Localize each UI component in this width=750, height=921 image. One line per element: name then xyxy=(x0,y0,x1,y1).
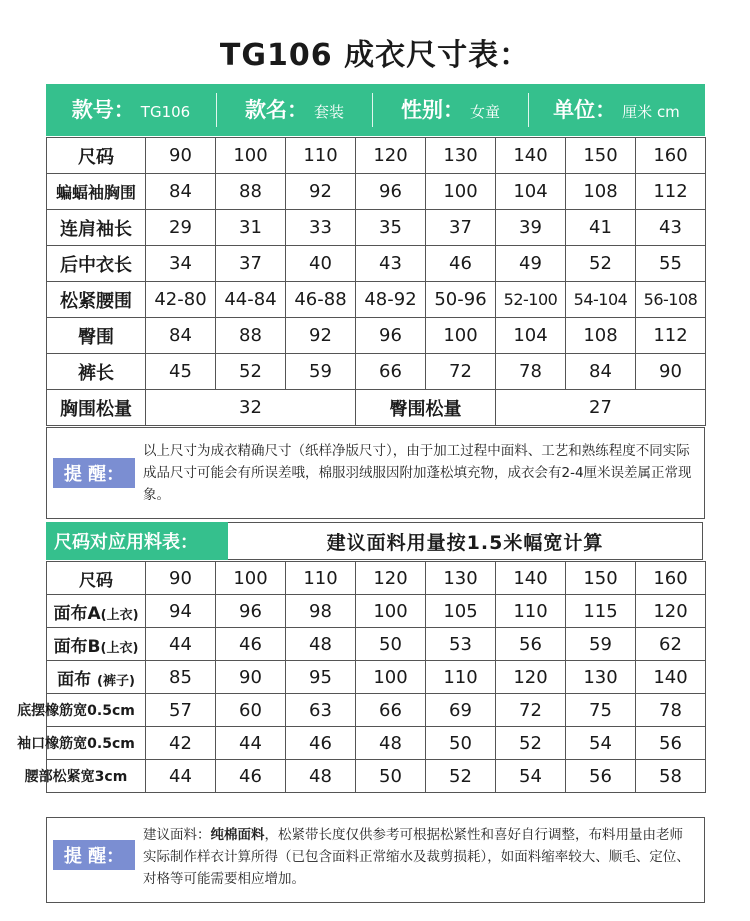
table-cell: 48-92 xyxy=(356,282,426,318)
table-cell: 72 xyxy=(426,354,496,390)
table-cell: 50 xyxy=(356,760,426,793)
table-cell: 140 xyxy=(496,562,566,595)
table-cell: 130 xyxy=(426,138,496,174)
table-cell: 59 xyxy=(566,628,636,661)
table-cell: 52-100 xyxy=(496,282,566,318)
gender-label: 性别： xyxy=(400,98,464,122)
table-row xyxy=(47,727,706,760)
unit xyxy=(529,92,704,128)
table-cell: 108 xyxy=(566,174,636,210)
table-cell: 96 xyxy=(356,174,426,210)
table-cell: 56 xyxy=(496,628,566,661)
table-cell: 48 xyxy=(356,727,426,760)
table-cell: 43 xyxy=(356,246,426,282)
table-cell: 35 xyxy=(356,210,426,246)
size-table xyxy=(46,137,706,426)
table-cell: 66 xyxy=(356,694,426,727)
table-cell: 46-88 xyxy=(286,282,356,318)
unit-label: 单位： xyxy=(553,98,617,122)
fabric-reminder-text xyxy=(143,824,695,890)
table-cell: 100 xyxy=(216,138,286,174)
table-row xyxy=(47,282,706,318)
table-cell: 130 xyxy=(426,562,496,595)
row-label xyxy=(47,562,146,595)
reminder-box xyxy=(46,427,705,519)
row-label-text: 面布 xyxy=(57,669,98,690)
table-cell: 90 xyxy=(636,354,706,390)
reminder-badge: 提 醒： xyxy=(53,458,135,488)
row-label xyxy=(47,661,146,694)
style-name xyxy=(217,92,372,128)
row-label-text: 底摆橡筋宽0.5cm xyxy=(17,703,135,719)
reminder-text: 以上尺寸为成衣精确尺寸（纸样净版尺寸），由于加工过程中面料、工艺和熟练程度不同实际成品尺寸可能会有所误差哦，棉服羽绒服因附加蓬松填充物，成衣会有2-4厘米误差属正常现象。 xyxy=(143,443,692,503)
table-cell: 96 xyxy=(356,318,426,354)
table-cell: 43 xyxy=(636,210,706,246)
table-cell: 85 xyxy=(146,661,216,694)
table-cell: 120 xyxy=(356,562,426,595)
table-row xyxy=(47,661,706,694)
table-cell: 52 xyxy=(426,760,496,793)
row-label: 连肩袖长 xyxy=(47,210,146,246)
fabric-reminder-bold: 纯棉面料 xyxy=(210,827,265,843)
table-cell: 112 xyxy=(636,174,706,210)
table-cell: 45 xyxy=(146,354,216,390)
table-cell: 44-84 xyxy=(216,282,286,318)
table-row xyxy=(47,174,706,210)
row-label-text: 尺码 xyxy=(79,570,113,591)
table-cell: 120 xyxy=(356,138,426,174)
table-row xyxy=(47,318,706,354)
table-cell: 53 xyxy=(426,628,496,661)
table-cell: 90 xyxy=(146,562,216,595)
chest-ease-label: 胸围松量 xyxy=(47,390,146,426)
table-cell: 60 xyxy=(216,694,286,727)
row-label: 蝙蝠袖胸围 xyxy=(47,174,146,210)
table-cell: 100 xyxy=(426,174,496,210)
table-cell: 120 xyxy=(496,661,566,694)
table-cell: 44 xyxy=(146,760,216,793)
table-cell: 52 xyxy=(216,354,286,390)
table-cell: 160 xyxy=(636,562,706,595)
table-cell: 112 xyxy=(636,318,706,354)
table-cell: 37 xyxy=(216,246,286,282)
table-cell: 84 xyxy=(146,318,216,354)
table-cell: 75 xyxy=(566,694,636,727)
table-cell: 84 xyxy=(566,354,636,390)
table-cell: 98 xyxy=(286,595,356,628)
fabric-section-title: 尺码对应用料表： xyxy=(46,522,228,560)
fabric-reminder-badge: 提 醒： xyxy=(53,840,135,870)
table-cell: 78 xyxy=(496,354,566,390)
table-cell: 150 xyxy=(566,138,636,174)
table-cell: 140 xyxy=(496,138,566,174)
unit-value: 厘米 cm xyxy=(622,103,680,121)
table-cell: 33 xyxy=(286,210,356,246)
table-cell: 56 xyxy=(636,727,706,760)
table-cell: 115 xyxy=(566,595,636,628)
table-cell: 46 xyxy=(216,628,286,661)
table-cell: 31 xyxy=(216,210,286,246)
row-label: 裤长 xyxy=(47,354,146,390)
table-cell: 110 xyxy=(426,661,496,694)
fabric-reminder-box xyxy=(46,817,705,903)
row-label xyxy=(17,727,146,760)
table-cell: 54-104 xyxy=(566,282,636,318)
table-cell: 48 xyxy=(286,628,356,661)
table-cell: 40 xyxy=(286,246,356,282)
row-label: 臀围 xyxy=(47,318,146,354)
row-label-suffix: (上衣) xyxy=(100,640,139,656)
fabric-reminder-prefix: 建议面料： xyxy=(143,827,211,843)
table-cell: 66 xyxy=(356,354,426,390)
row-label-text: 面布B xyxy=(53,636,101,657)
table-cell: 63 xyxy=(286,694,356,727)
table-cell: 150 xyxy=(566,562,636,595)
table-cell: 58 xyxy=(636,760,706,793)
table-cell: 120 xyxy=(636,595,706,628)
table-cell: 94 xyxy=(146,595,216,628)
row-label xyxy=(47,628,146,661)
table-cell: 50 xyxy=(356,628,426,661)
fabric-table xyxy=(17,561,706,793)
table-cell: 29 xyxy=(146,210,216,246)
row-label: 尺码 xyxy=(47,138,146,174)
spec-header-bar xyxy=(46,84,705,136)
table-cell: 105 xyxy=(426,595,496,628)
table-cell: 50-96 xyxy=(426,282,496,318)
table-cell: 140 xyxy=(636,661,706,694)
table-cell: 78 xyxy=(636,694,706,727)
row-label-text: 袖口橡筋宽0.5cm xyxy=(17,736,135,752)
table-cell: 92 xyxy=(286,318,356,354)
table-cell: 56 xyxy=(566,760,636,793)
row-label-text: 腰部松紧宽3cm xyxy=(24,769,128,785)
table-cell: 52 xyxy=(566,246,636,282)
row-label: 松紧腰围 xyxy=(47,282,146,318)
style-name-value: 套装 xyxy=(313,103,344,121)
table-cell: 69 xyxy=(426,694,496,727)
table-row xyxy=(47,760,706,793)
row-label: 后中衣长 xyxy=(47,246,146,282)
table-cell: 49 xyxy=(496,246,566,282)
gender xyxy=(373,92,528,128)
table-cell: 54 xyxy=(566,727,636,760)
table-cell: 46 xyxy=(216,760,286,793)
table-cell: 110 xyxy=(496,595,566,628)
style-name-label: 款名： xyxy=(244,98,308,122)
table-cell: 88 xyxy=(216,318,286,354)
table-cell: 62 xyxy=(636,628,706,661)
table-cell: 59 xyxy=(286,354,356,390)
table-cell: 54 xyxy=(496,760,566,793)
table-cell: 56-108 xyxy=(636,282,706,318)
table-cell: 57 xyxy=(146,694,216,727)
table-row xyxy=(47,354,706,390)
table-cell: 37 xyxy=(426,210,496,246)
table-cell: 72 xyxy=(496,694,566,727)
fabric-width-note: 建议面料用量按1.5米幅宽计算 xyxy=(228,522,703,560)
table-row xyxy=(47,628,706,661)
row-label xyxy=(17,694,146,727)
table-cell: 55 xyxy=(636,246,706,282)
table-row xyxy=(47,246,706,282)
style-number-value: TG106 xyxy=(140,103,191,121)
table-cell: 42-80 xyxy=(146,282,216,318)
table-cell: 108 xyxy=(566,318,636,354)
table-cell: 88 xyxy=(216,174,286,210)
table-cell: 48 xyxy=(286,760,356,793)
table-row xyxy=(47,595,706,628)
fabric-reminder-rest: ，松紧带长度仅供参考可根据松紧性和喜好自行调整，布料用量由老师实际制作样衣计算所得（已包含面料正常缩水及裁剪损耗），如面料缩率较大、顺毛、定位、对格等可能需要相应增加。 xyxy=(143,827,690,887)
table-cell: 100 xyxy=(216,562,286,595)
table-cell: 52 xyxy=(496,727,566,760)
table-cell: 39 xyxy=(496,210,566,246)
hip-ease-label: 臀围松量 xyxy=(356,390,496,426)
table-cell: 110 xyxy=(286,562,356,595)
row-label-suffix: (裤子) xyxy=(97,673,135,689)
table-cell: 84 xyxy=(146,174,216,210)
style-number xyxy=(46,92,216,128)
table-row xyxy=(47,138,706,174)
table-row xyxy=(47,562,706,595)
row-label-text: 面布A xyxy=(53,603,101,624)
chest-ease-value: 32 xyxy=(146,390,356,426)
table-cell: 92 xyxy=(286,174,356,210)
table-cell: 160 xyxy=(636,138,706,174)
style-number-label: 款号： xyxy=(71,98,135,122)
ease-row xyxy=(47,390,706,426)
row-label xyxy=(24,760,146,793)
table-cell: 110 xyxy=(286,138,356,174)
table-row xyxy=(47,694,706,727)
table-cell: 100 xyxy=(426,318,496,354)
table-cell: 44 xyxy=(146,628,216,661)
table-cell: 90 xyxy=(216,661,286,694)
table-cell: 41 xyxy=(566,210,636,246)
gender-value: 女童 xyxy=(469,103,500,121)
table-row xyxy=(47,210,706,246)
table-cell: 46 xyxy=(286,727,356,760)
table-cell: 100 xyxy=(356,595,426,628)
table-cell: 96 xyxy=(216,595,286,628)
table-cell: 46 xyxy=(426,246,496,282)
row-label-suffix: (上衣) xyxy=(100,607,139,623)
table-cell: 104 xyxy=(496,318,566,354)
page-title: TG106 成衣尺寸表： xyxy=(219,38,531,73)
table-cell: 44 xyxy=(216,727,286,760)
table-cell: 42 xyxy=(146,727,216,760)
table-cell: 130 xyxy=(566,661,636,694)
table-cell: 104 xyxy=(496,174,566,210)
hip-ease-value: 27 xyxy=(496,390,706,426)
table-cell: 95 xyxy=(286,661,356,694)
table-cell: 100 xyxy=(356,661,426,694)
table-cell: 50 xyxy=(426,727,496,760)
row-label xyxy=(47,595,146,628)
table-cell: 90 xyxy=(146,138,216,174)
table-cell: 34 xyxy=(146,246,216,282)
